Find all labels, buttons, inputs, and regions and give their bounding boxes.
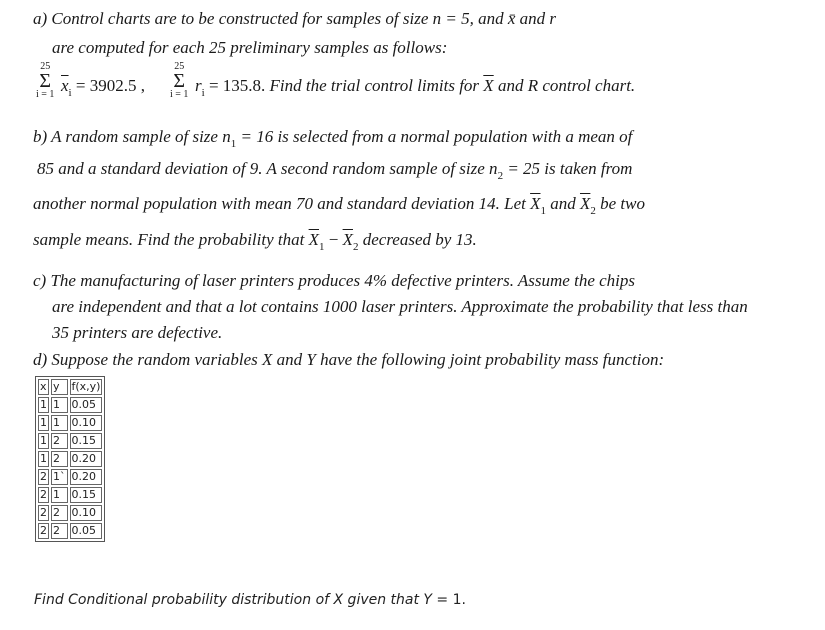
part-b-line-4: sample means. Find the probability that $\overline{X}_1 - \overline{X}_2$ decreased by 13. <box>33 230 477 253</box>
table-row <box>38 469 102 485</box>
part-a-sum-2-expression: $r_i = 135.8$. Find the trial control limits for $\overline{X}$ and R control chart. <box>195 76 636 99</box>
part-a-line-1: a) Control charts are to be constructed for samples of size n = 5, and x̄ and r <box>33 9 557 28</box>
cell-f: 0.05 <box>70 523 103 539</box>
part-a-line-2: are computed for each 25 preliminary samples as follows: <box>52 38 448 57</box>
part-b-line-1: b) A random sample of size $n_1 = 16$ is selected from a normal population with a mean of <box>33 127 633 150</box>
cell-x: 2 <box>40 506 47 519</box>
cell-x: 1 <box>40 434 47 447</box>
cell-x: 2 <box>40 524 47 537</box>
cell-f: 0.20 <box>70 469 103 485</box>
part-b-line-3: another normal population with mean 70 and standard deviation 14. Let $\overline{X}_1$ and $\overline{X}_2$ be two <box>33 194 645 217</box>
header-x: x <box>38 379 49 395</box>
part-d-line-1: d) Suppose the random variables X and Y have the following joint probability mass function: <box>33 350 665 369</box>
table-row <box>38 523 102 539</box>
cell-x: 1 <box>40 416 47 429</box>
cell-f: 0.10 <box>70 415 103 431</box>
cell-x: 1 <box>40 398 47 411</box>
cell-f: 0.20 <box>70 451 103 467</box>
part-b-line-2: 85 and a standard deviation of 9. A second random sample of size $n_2 = 25$ is taken from <box>37 159 633 182</box>
part-c-line-3: 35 printers are defective. <box>52 323 223 342</box>
part-a-sum-1-expression: $\overline{x}_i = 3902.5$ , <box>61 76 145 99</box>
summation-2: 25 Σ i = 1 <box>170 61 189 100</box>
cell-x: 2 <box>40 470 47 483</box>
cell-y: 2 <box>51 505 68 521</box>
cell-y: 1 <box>51 415 68 431</box>
header-f: f(x,y) <box>71 380 101 393</box>
cell-y: 2 <box>51 451 68 467</box>
table-row <box>38 505 102 521</box>
cell-x: 1 <box>40 452 47 465</box>
table-row <box>38 451 102 467</box>
part-c-line-1: c) The manufacturing of laser printers produces 4% defective printers. Assume the chips <box>33 271 635 290</box>
table-row <box>38 397 102 413</box>
cell-f: 0.10 <box>70 505 103 521</box>
table-header-row <box>38 379 102 395</box>
cell-f: 0.15 <box>70 433 103 449</box>
part-c-line-2: are independent and that a lot contains 1000 laser printers. Approximate the probability that less than <box>52 297 748 316</box>
cell-f: 0.05 <box>70 397 103 413</box>
cell-y: 1 <box>51 487 68 503</box>
joint-pmf-table <box>35 376 105 542</box>
header-y: y <box>51 379 68 395</box>
table-row <box>38 487 102 503</box>
cell-f: 0.15 <box>70 487 103 503</box>
table-row <box>38 415 102 431</box>
conditional-question: Find Conditional probability distribution of X given that Y = 1. <box>34 592 466 608</box>
summation-1: 25 Σ i = 1 <box>36 61 55 100</box>
cell-y: 2 <box>51 433 68 449</box>
cell-y: 1` <box>53 470 66 483</box>
cell-y: 1 <box>51 397 68 413</box>
table-row <box>38 433 102 449</box>
cell-y: 2 <box>51 523 68 539</box>
cell-x: 2 <box>40 488 47 501</box>
